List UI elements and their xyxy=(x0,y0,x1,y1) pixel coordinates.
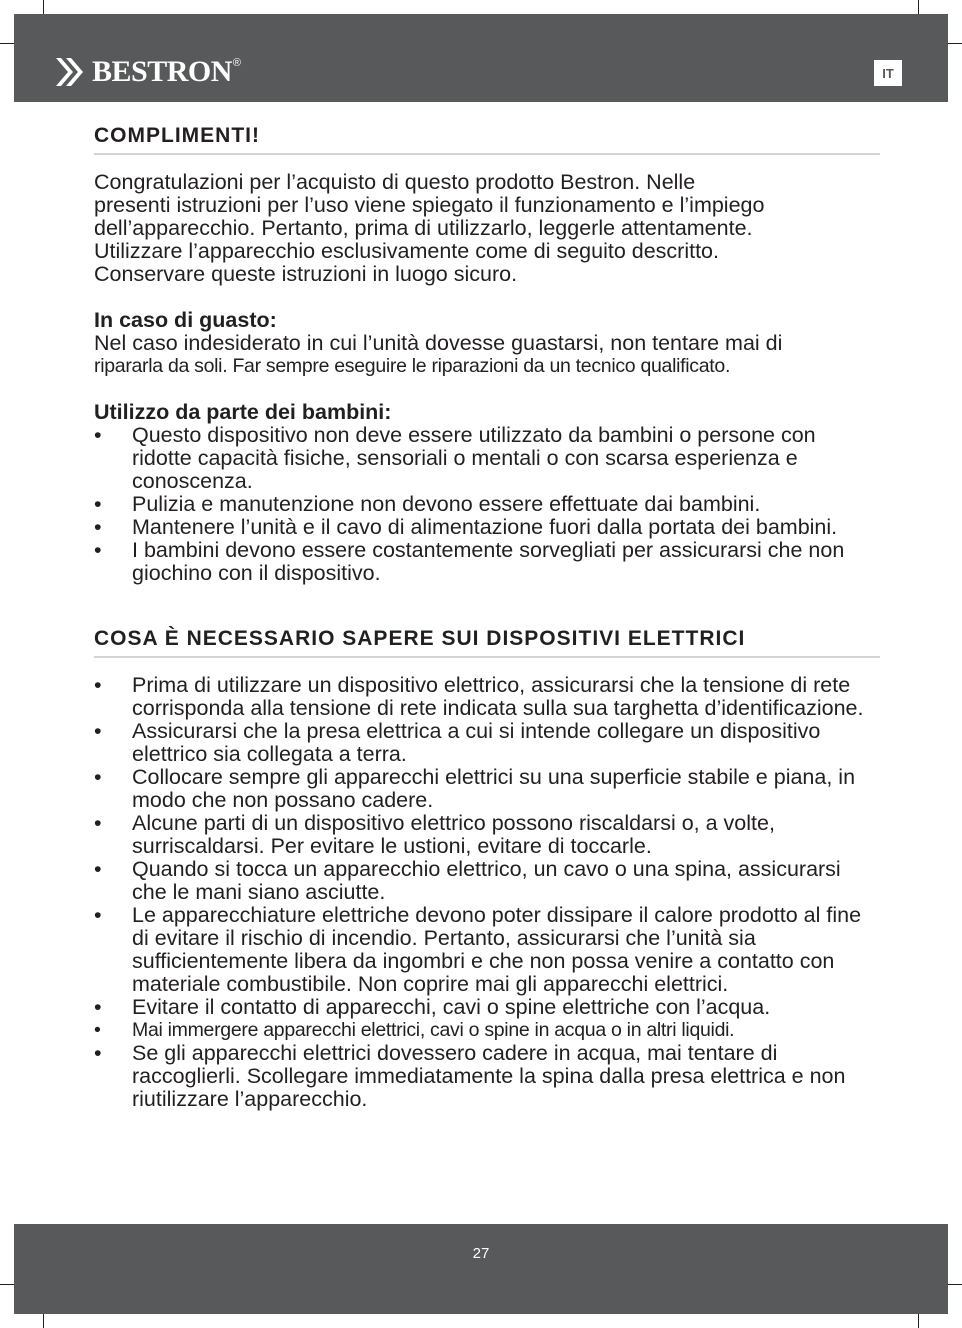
fault-block xyxy=(94,309,880,378)
list-item: • Mai immergere apparecchi elettrici, cavi o spine in acqua o in altri liquidi. xyxy=(94,1019,880,1042)
list-item: • Collocare sempre gli apparecchi elettrici su una superficie stabile e piana, in modo che non possano cadere. xyxy=(94,766,880,812)
language-badge: IT xyxy=(874,60,902,86)
list-item: • Prima di utilizzare un dispositivo elettrico, assicurarsi che la tensione di rete corrisponda alla tensione di rete indicata sulla sua targhetta d’identificazione. xyxy=(94,674,880,720)
page-content xyxy=(94,124,880,1111)
intro-line: dell’apparecchio. Pertanto, prima di utilizzarlo, leggerle attentamente. xyxy=(94,216,753,240)
brand-logo xyxy=(56,52,241,92)
list-item: • Questo dispositivo non deve essere utilizzato da bambini o persone con ridotte capacità fisiche, sensoriali o mentali o con scarsa esperienza e conoscenza. xyxy=(94,424,880,493)
list-item: • I bambini devono essere costantemente sorvegliati per assicurarsi che non giochino con il dispositivo. xyxy=(94,539,880,585)
section-title-electrical: COSA È NECESSARIO SAPERE SUI DISPOSITIVI ELETTRICI xyxy=(94,627,880,658)
intro-line: Congratulazioni per l’acquisto di questo prodotto Bestron. Nelle xyxy=(94,170,696,194)
fault-heading: In caso di guasto: xyxy=(94,308,277,332)
children-heading: Utilizzo da parte dei bambini: xyxy=(94,400,392,424)
chevron-logo-icon xyxy=(56,56,86,88)
list-item: • Evitare il contatto di apparecchi, cavi o spine elettriche con l’acqua. xyxy=(94,996,880,1019)
list-item: • Mantenere l’unità e il cavo di alimentazione fuori dalla portata dei bambini. xyxy=(94,516,880,539)
list-item: • Quando si tocca un apparecchio elettrico, un cavo o una spina, assicurarsi che le mani siano asciutte. xyxy=(94,858,880,904)
list-item: • Assicurarsi che la presa elettrica a cui si intende collegare un dispositivo elettrico sia collegata a terra. xyxy=(94,720,880,766)
section-title-compliments: COMPLIMENTI! xyxy=(94,124,880,155)
brand-name: BESTRON xyxy=(92,55,232,88)
children-block xyxy=(94,401,880,585)
intro-line: Conservare queste istruzioni in luogo sicuro. xyxy=(94,262,518,286)
list-item: • Se gli apparecchi elettrici dovessero cadere in acqua, mai tentare di raccoglierli. Scollegare immediatamente la spina dalla presa elettrica e non riutilizzare l’apparecchio. xyxy=(94,1042,880,1111)
intro-line: Utilizzare l’apparecchio esclusivamente come di seguito descritto. xyxy=(94,239,719,263)
list-item: • Alcune parti di un dispositivo elettrico possono riscaldarsi o, a volte, surriscaldarsi. Per evitare le ustioni, evitare di toccarle. xyxy=(94,812,880,858)
footer-bar xyxy=(14,1224,948,1314)
intro-line: presenti istruzioni per l’uso viene spiegato il funzionamento e l’impiego xyxy=(94,193,765,217)
fault-text: Nel caso indesiderato in cui l’unità dovesse guastarsi, non tentare mai di xyxy=(94,331,783,355)
page-number: 27 xyxy=(472,1245,490,1262)
list-item: • Pulizia e manutenzione non devono essere effettuate dai bambini. xyxy=(94,493,880,516)
list-item: • Le apparecchiature elettriche devono poter dissipare il calore prodotto al fine di evitare il rischio di incendio. Pertanto, assicurarsi che l’unità sia sufficientemente libera da ingombri e che non possa venire a contatto con materiale combustibile. Non coprire mai gli apparecchi elettrici. xyxy=(94,904,880,996)
electrical-list xyxy=(94,674,880,1111)
children-list xyxy=(94,424,880,585)
registered-mark: ® xyxy=(232,57,241,69)
intro-paragraph xyxy=(94,171,880,286)
fault-text: ripararla da soli. Far sempre eseguire le riparazioni da un tecnico qualificato. xyxy=(94,355,731,377)
